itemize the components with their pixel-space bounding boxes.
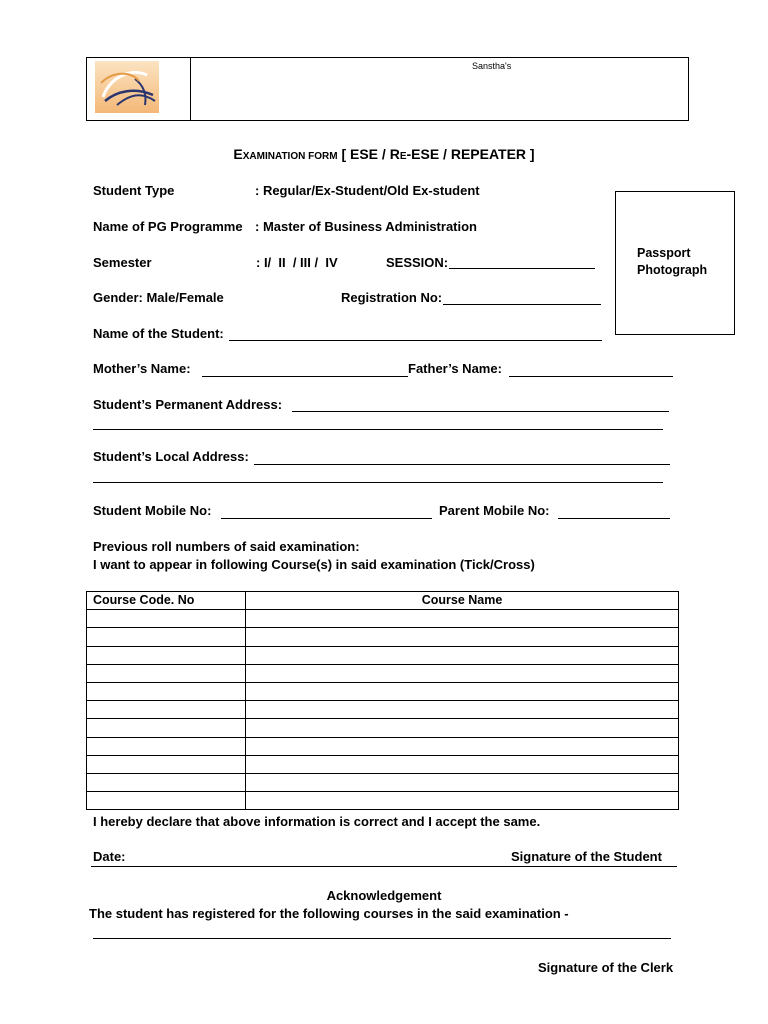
- course-code-cell[interactable]: [87, 773, 246, 791]
- table-row: [87, 682, 679, 700]
- table-row: [87, 719, 679, 737]
- course-name-cell[interactable]: [246, 701, 679, 719]
- course-name-cell[interactable]: [246, 737, 679, 755]
- course-code-cell[interactable]: [87, 610, 246, 628]
- table-row: [87, 701, 679, 719]
- courses-instruction: I want to appear in following Course(s) in said examination (Tick/Cross): [93, 557, 535, 572]
- course-name-cell[interactable]: [246, 682, 679, 700]
- student-type-options: : Regular/Ex-Student/Old Ex-student: [255, 183, 480, 198]
- course-name-cell[interactable]: [246, 664, 679, 682]
- course-name-cell[interactable]: [246, 792, 679, 810]
- semester-options: : I/ II / III / IV: [256, 255, 338, 270]
- table-row: [87, 610, 679, 628]
- table-row: [87, 664, 679, 682]
- clerk-signature-label: Signature of the Clerk: [538, 960, 674, 975]
- mother-name-field-line[interactable]: [202, 376, 408, 377]
- table-row: [87, 646, 679, 664]
- header-box: [86, 57, 689, 121]
- course-name-cell[interactable]: [246, 646, 679, 664]
- previous-roll-label: Previous roll numbers of said examination:: [93, 539, 360, 554]
- semester-label: Semester: [93, 255, 152, 270]
- acknowledgement-heading: Acknowledgement: [326, 888, 442, 903]
- registration-field-line[interactable]: [443, 304, 601, 305]
- student-mobile-label: Student Mobile No:: [93, 503, 212, 518]
- permanent-address-label: Student’s Permanent Address:: [93, 397, 283, 412]
- table-row: [87, 755, 679, 773]
- course-name-cell[interactable]: [246, 755, 679, 773]
- course-code-cell[interactable]: [87, 719, 246, 737]
- student-name-field-line[interactable]: [229, 340, 602, 341]
- course-code-cell[interactable]: [87, 682, 246, 700]
- course-name-cell[interactable]: [246, 610, 679, 628]
- mother-name-label: Mother’s Name:: [93, 361, 191, 376]
- course-name-cell[interactable]: [246, 773, 679, 791]
- parent-mobile-label: Parent Mobile No:: [439, 503, 550, 518]
- student-type-label: Student Type: [93, 183, 175, 198]
- course-code-cell[interactable]: [87, 646, 246, 664]
- student-mobile-field-line[interactable]: [221, 518, 432, 519]
- session-label: SESSION:: [386, 255, 449, 270]
- table-row: [87, 792, 679, 810]
- column-header-course-name: Course Name: [246, 592, 679, 610]
- course-code-cell[interactable]: [87, 792, 246, 810]
- institution-logo: [95, 61, 159, 113]
- student-name-label: Name of the Student:: [93, 326, 224, 341]
- declaration-divider: [91, 866, 677, 867]
- session-field-line[interactable]: [449, 268, 595, 269]
- course-code-cell[interactable]: [87, 701, 246, 719]
- gender-label: Gender: Male/Female: [93, 290, 224, 305]
- course-name-cell[interactable]: [246, 719, 679, 737]
- sanstha-label: Sanstha's: [472, 61, 512, 71]
- course-code-cell[interactable]: [87, 737, 246, 755]
- table-row: [87, 737, 679, 755]
- course-table-header-row: [87, 592, 679, 610]
- table-row: [87, 628, 679, 646]
- course-table: [86, 591, 679, 810]
- passport-photo-label: Passport Photograph: [637, 246, 708, 277]
- course-code-cell[interactable]: [87, 755, 246, 773]
- programme-value: : Master of Business Administration: [255, 219, 477, 234]
- parent-mobile-field-line[interactable]: [558, 518, 670, 519]
- declaration-text: I hereby declare that above information is correct and I accept the same.: [93, 814, 541, 829]
- programme-label: Name of PG Programme: [93, 219, 243, 234]
- course-name-cell[interactable]: [246, 628, 679, 646]
- registration-label: Registration No:: [341, 290, 443, 305]
- permanent-address-field-line-1[interactable]: [292, 411, 669, 412]
- local-address-field-line-2[interactable]: [93, 482, 663, 483]
- header-divider: [190, 57, 191, 120]
- table-row: [87, 773, 679, 791]
- course-code-cell[interactable]: [87, 664, 246, 682]
- permanent-address-field-line-2[interactable]: [93, 429, 663, 430]
- local-address-field-line-1[interactable]: [254, 464, 670, 465]
- father-name-field-line[interactable]: [509, 376, 673, 377]
- course-code-cell[interactable]: [87, 628, 246, 646]
- form-title: EXAMINATION FORM [ ESE / RE-ESE / REPEATER ]: [233, 146, 535, 162]
- acknowledgement-text: The student has registered for the following courses in the said examination -: [89, 906, 569, 921]
- acknowledgement-courses-line[interactable]: [93, 938, 671, 939]
- father-name-label: Father’s Name:: [408, 361, 502, 376]
- date-label: Date:: [93, 849, 126, 864]
- student-signature-label: Signature of the Student: [511, 849, 662, 864]
- column-header-course-code: Course Code. No: [87, 592, 246, 610]
- course-table-body: [87, 610, 679, 810]
- local-address-label: Student’s Local Address:: [93, 449, 249, 464]
